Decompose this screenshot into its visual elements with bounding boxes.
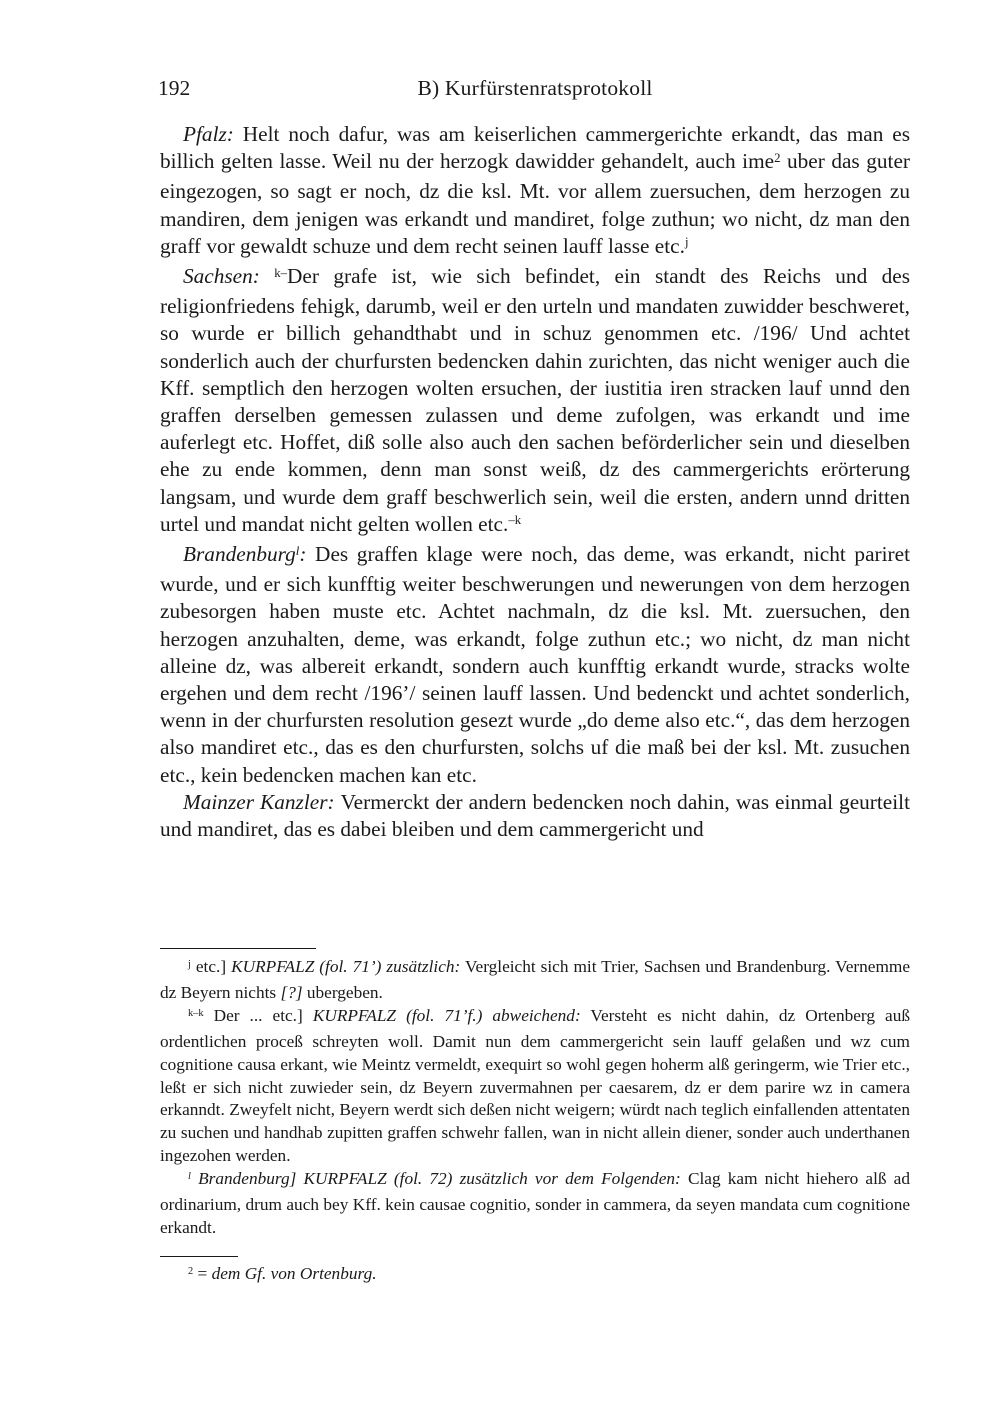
text-segment: j [684, 235, 689, 250]
text-segment: 2 [774, 150, 781, 165]
text-segment: etc.] [190, 957, 232, 976]
page-number: 192 [158, 76, 191, 100]
text-segment: k– [274, 265, 288, 280]
page-header [160, 76, 910, 102]
footnote-j [160, 956, 910, 1005]
text-segment: l [188, 1170, 191, 1182]
text-segment: [?] [280, 982, 303, 1002]
explanatory-separator-rule [160, 1256, 238, 1257]
paragraph-pfalz [160, 121, 910, 263]
text-segment: 2 [188, 1265, 194, 1277]
text-segment: Helt noch dafur, was am keiserlichen cammergerichte erkandt, das man es billich gelten lasse. Weil nu der herzogk dawidder gehandelt, auch ime [160, 122, 910, 174]
main-text [160, 121, 910, 843]
text-segment: Vergleicht sich mit Trier, Sachsen und Brandenburg. Vernemme dz Beyern nichts [160, 957, 910, 1002]
text-segment: Der grafe ist, wie sich befindet, ein standt des Reichs und des religionfriedens fehigk, darumb, weil er den urteln und mandaten zuwidder beschweret, so wurde er billich gehandthabt und in schuz genommen etc. /196/ Und achtet sonderlich auch der churfursten bedencken dahin zurichten, das nicht weniger auch die Kff. semptlich den herzogen wolten ersuchen, der iustitia iren stracken lauf unnd den graffen derselben gemessen zulassen und deme zufolgen, was erkandt und ime auferlegt etc. Hoffet, diß solle also auch den sachen beförderlicher sein und dieselben ehe zu ende kommen, denn man sonst weiß, dz des cammergerichts erörterung langsam, und wurde dem graff beschwerlich sein, weil die ersten, andern unnd dritten urtel und mandat nicht gelten wollen etc. [160, 264, 910, 536]
footnote-2 [160, 1263, 910, 1289]
text-segment: dem Gf. von Ortenburg. [211, 1263, 377, 1283]
text-segment: Vermerckt der andern bedencken noch dahin, was einmal geurteilt und mandiret, das es dabei bleiben und dem cammergericht und [160, 789, 911, 842]
text-segment: : [299, 542, 307, 567]
text-segment: Pfalz: [183, 122, 243, 146]
text-segment: k–k [188, 1007, 204, 1019]
footnote-l [160, 1168, 910, 1240]
text-segment: KURPFALZ (fol. 71’) zusätzlich: [231, 957, 461, 976]
text-segment: ubergeben. [302, 982, 383, 1002]
text-segment: = [193, 1263, 212, 1283]
text-segment: Mainzer Kanzler: [183, 789, 341, 814]
text-segment: Versteht es nicht dahin, dz Ortenberg auß ordentlichen proceß schreyten woll. Damit nun dem cammergericht sein lauff gelaßen und wz cum cognitione causa erkant, wie Meintz vermeldt, exequirt so wohl gegen hoherm alß geringerm, wie Trier etc., leßt er sich nicht zuwieder sein, dz Beyern zuvermahnen per caesarem, dz er dem parire wz in camera erkanndt. Zweyfelt nicht, Beyern werdt sich deßen nicht weigern; würdt nach teglich einfallenden attentaten zu suchen und handhab zupitten graffen schwehr fallen, wan in nicht allein diener, sonder auch underthanen ingezohen werden. [160, 1005, 910, 1166]
text-segment: Des graffen klage were noch, das deme, was erkandt, nicht pariret wurde, und er sich kunfftig weiter beschwerungen und newerungen von dem herzogen zubesorgen haben muste etc. Achtet nachmaln, dz die ksl. Mt. zuersuchen, den herzogen anzuhalten, deme, was erkandt, folge zuthun etc.; wo nicht, dz man nicht alleine dz, was albereit erkandt, sondern auch kunfftig erkandt wurde, stracks wolte ergehen und dem recht /196’/ seinen lauff lassen. Und bedenckt und achtet sonderlich, wenn in der churfursten resolution gesezt wurde „do deme also etc.“, das dem herzogen also mandiret etc., das es den churfursten, solchs uf die maß bei der ksl. Mt. zusuchen etc., kein bedencken machen kan etc. [160, 542, 910, 787]
paragraph-sachsen [160, 263, 910, 541]
footnote-k-k [160, 1005, 910, 1168]
text-segment: uber das guter eingezogen, so sagt er noch, dz die ksl. Mt. vor allem zuersuchen, dem herzogen zu mandiren, dem jenigen was erkandt und mandiret, folge zuthun; wo nicht, dz man den graff vor gewaldt schuze und dem recht seinen lauff lasse etc. [160, 149, 910, 258]
running-head: B) Kurfürstenratsprotokoll [417, 76, 653, 100]
text-segment: Sachsen: [183, 264, 275, 289]
text-segment: –k [508, 513, 522, 528]
footnote-separator-rule [160, 948, 316, 949]
paragraph-mainzer-kanzler [160, 789, 910, 843]
text-segment: KURPFALZ (fol. 71’f.) abweichend: [312, 1005, 581, 1025]
text-segment: Brandenburg] KURPFALZ (fol. 72) zusätzlich vor dem Folgenden: [190, 1169, 681, 1189]
text-segment: j [188, 958, 191, 970]
text-segment: l [295, 543, 300, 558]
text-segment: Der ... etc.] [203, 1005, 313, 1025]
text-segment: Clag kam nicht hiehero alß ad ordinarium, drum auch bey Kff. kein causae cognitio, sonder in cammera, da seyen mandata cum cognitione erkandt. [160, 1169, 910, 1237]
paragraph-brandenburg [160, 541, 910, 789]
footnotes-section [160, 948, 910, 1289]
text-segment: Brandenburg [183, 542, 296, 567]
